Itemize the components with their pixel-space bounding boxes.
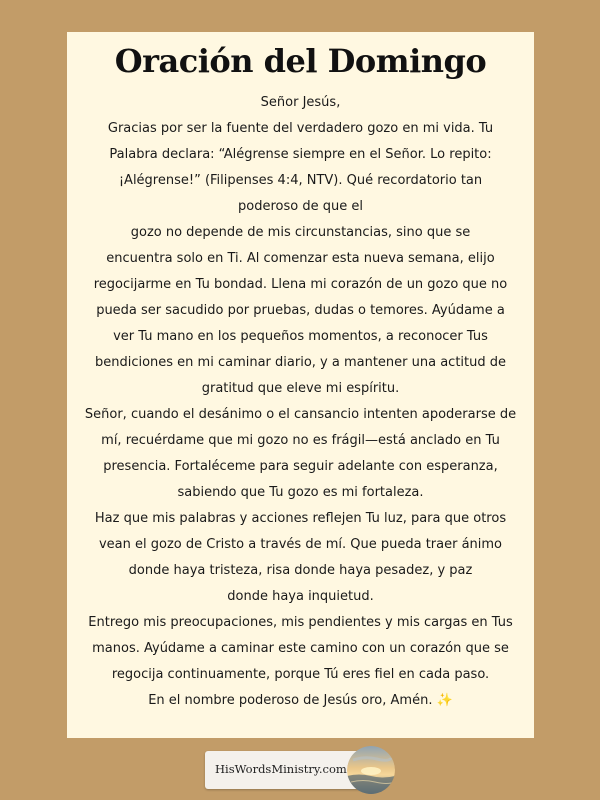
prayer-line: ¡Alégrense!” (Filipenses 4:4, NTV). Qué recordatorio tan (118, 173, 483, 188)
prayer-line: pueda ser sacudido por pruebas, dudas o temores. Ayúdame a (96, 303, 505, 318)
prayer-line: donde haya inquietud. (227, 589, 374, 604)
prayer-line: Entrego mis preocupaciones, mis pendientes y mis cargas en Tus (88, 615, 513, 630)
prayer-line: ver Tu mano en los pequeños momentos, a reconocer Tus (113, 329, 488, 344)
prayer-line: gozo no depende de mis circunstancias, sino que se (130, 225, 471, 240)
page-title: Oración del Domingo (114, 42, 487, 80)
prayer-line: Palabra declara: “Alégrense siempre en el Señor. Lo repito: (109, 147, 492, 162)
website-link[interactable]: HisWordsMinistry.com (215, 762, 347, 776)
prayer-line: regocija continuamente, porque Tú eres fiel en cada paso. (111, 667, 490, 682)
prayer-line: Haz que mis palabras y acciones reflejen Tu luz, para que otros (94, 511, 507, 526)
prayer-line: manos. Ayúdame a caminar este camino con un corazón que se (92, 641, 509, 656)
prayer-line: donde haya tristeza, risa donde haya pesadez, y paz (128, 563, 473, 578)
prayer-line: bendiciones en mi caminar diario, y a mantener una actitud de (94, 355, 507, 370)
prayer-line: Señor Jesús, (260, 95, 341, 110)
prayer-line: gratitud que eleve mi espíritu. (201, 381, 400, 396)
prayer-line: regocijarme en Tu bondad. Llena mi corazón de un gozo que no (93, 277, 508, 292)
prayer-line: mí, recuérdame que mi gozo no es frágil—está anclado en Tu (101, 433, 500, 448)
prayer-line: encuentra solo en Ti. Al comenzar esta nueva semana, elijo (106, 251, 495, 266)
sparkle-icon: ✨ (436, 693, 453, 708)
footer-brand (205, 746, 395, 792)
prayer-line: poderoso de que el (238, 199, 363, 214)
prayer-line: sabiendo que Tu gozo es mi fortaleza. (177, 485, 424, 500)
prayer-line: En el nombre poderoso de Jesús oro, Amén. (148, 693, 433, 708)
prayer-closing (67, 688, 534, 714)
prayer-line: presencia. Fortaléceme para seguir adelante con esperanza, (103, 459, 498, 474)
prayer-text (67, 90, 534, 714)
prayer-card (67, 32, 534, 738)
prayer-line: Gracias por ser la fuente del verdadero gozo en mi vida. Tu (107, 121, 494, 136)
prayer-line: vean el gozo de Cristo a través de mí. Que pueda traer ánimo (98, 537, 503, 552)
prayer-line: Señor, cuando el desánimo o el cansancio intenten apoderarse de (84, 407, 517, 422)
sunset-logo-icon (347, 746, 395, 794)
